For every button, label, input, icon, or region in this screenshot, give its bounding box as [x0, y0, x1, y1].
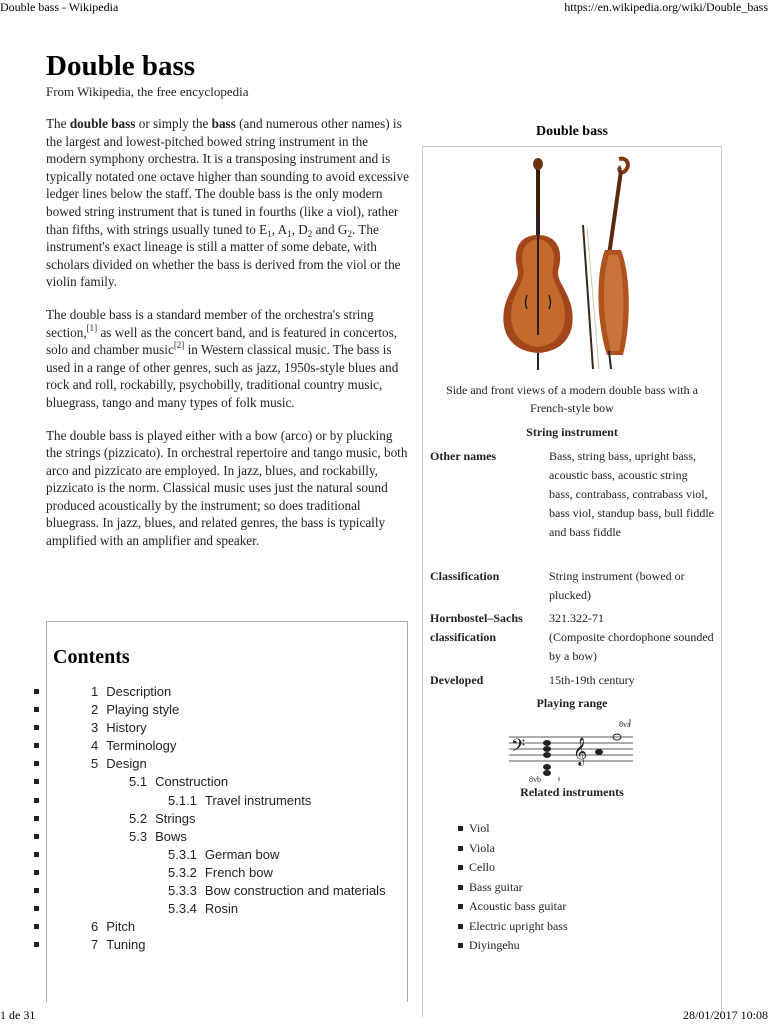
toc-item[interactable]: 5 Design — [47, 755, 407, 773]
infobox-row-label[interactable]: Hornbostel–Sachs classification — [430, 611, 523, 644]
infobox-section-header: Related instruments — [520, 785, 624, 799]
page-url[interactable]: https://en.wikipedia.org/wiki/Double_bass — [564, 0, 768, 14]
page-subtitle: From Wikipedia, the free encyclopedia — [46, 84, 249, 99]
infobox-row-label: Other names — [430, 449, 497, 463]
table-of-contents — [46, 621, 408, 1002]
reference-link[interactable]: [2] — [173, 340, 185, 351]
paragraph-2: The double bass is a standard member of the orchestra's string section,[1] as well as the concert band, and is featured in concertos, solo and chamber music[2] in Western classical music. The bass is used in a range of other genres, such as jazz, 1950s-style blues and rock and roll, rockabilly, psychobilly, traditional country music, bluegrass, tango and many types of folk music. — [46, 306, 399, 410]
toc-item[interactable]: 5.2 Strings — [47, 810, 407, 828]
related-instrument-link[interactable]: Diyingehu — [469, 936, 568, 956]
infobox-row-value: String instrument (bowed or plucked) — [549, 569, 685, 602]
infobox — [422, 146, 722, 1017]
infobox-row-label: Developed — [430, 673, 484, 687]
toc-item[interactable]: 5.1 Construction — [47, 773, 407, 791]
toc-item[interactable]: 5.3.2 French bow — [47, 864, 407, 882]
toc-item[interactable]: 3 History — [47, 719, 407, 737]
infobox-section-header[interactable]: String instrument — [526, 425, 618, 439]
infobox-row-label: Classification — [430, 569, 500, 583]
svg-text:𝄢: 𝄢 — [511, 736, 526, 761]
paragraph-3: The double bass is played either with a bow (arco) or by plucking the strings (pizzicato). In orchestral repertoire and tango music, both arco and pizzicato are employed. In jazz, blues, and rockabilly, pizzicato is the norm. Classical music uses just the natural sound produced acoustically by the instrument; so does traditional bluegrass. In jazz, blues, and related genres, the bass is typically amplified with an amplifier and speaker. — [46, 427, 408, 549]
toc-item[interactable]: 5.3.4 Rosin — [47, 900, 407, 918]
infobox-caption: Side and front views of a modern double bass with a French-style bow — [446, 383, 698, 415]
related-instrument-link[interactable]: Viola — [469, 839, 568, 859]
reference-link[interactable]: [1] — [86, 322, 98, 333]
range-octave-up: 8va — [619, 720, 631, 729]
page-title: Double bass — [46, 50, 196, 82]
infobox-row-value: Bass, string bass, upright bass, acoustic bass, acoustic string bass, contrabass, contrabass viol, bass viol, standup bass, bull fiddle and bass fiddle — [549, 449, 714, 539]
double-bass-image[interactable] — [491, 155, 659, 377]
paragraph-1: The double bass or simply the bass (and numerous other names) is the largest and lowest-pitched bowed string instrument in the modern symphony orchestra. It is a transposing instrument and is typically notated one octave higher than sounding to avoid excessive ledger lines below the staff. The double bass is the only modern bowed string instrument that is tuned in fourths (like a viol), rather than fifths, with strings usually tuned to $E_1$, $A_1$, $D_2$ and $G_2$. The instrument's exact lineage is still a matter of some debate, with scholars divided on whether the bass is derived from the viol or the violin family. — [46, 116, 409, 290]
playing-range-notation — [509, 715, 635, 783]
toc-item[interactable]: 7 Tuning — [47, 936, 407, 954]
svg-text:𝄞: 𝄞 — [573, 737, 588, 765]
toc-item[interactable]: 1 Description — [47, 683, 407, 701]
infobox-row-value: 15th-19th century — [549, 673, 635, 687]
toc-item[interactable]: 5.3.1 German bow — [47, 846, 407, 864]
toc-item[interactable]: 5.1.1 Travel instruments — [47, 792, 407, 810]
related-instrument-link[interactable]: Acoustic bass guitar — [469, 897, 568, 917]
toc-item[interactable]: 6 Pitch — [47, 918, 407, 936]
toc-item[interactable]: 5.3.3 Bow construction and materials — [47, 882, 407, 900]
related-instrument-link[interactable]: Cello — [469, 858, 568, 878]
infobox-section-header: Playing range — [536, 696, 608, 710]
related-instrument-link[interactable]: Electric upright bass — [469, 917, 568, 937]
article-body — [46, 115, 410, 565]
related-instrument-link[interactable]: Viol — [469, 819, 568, 839]
toc-heading: Contents — [53, 646, 130, 668]
toc-item[interactable]: 4 Terminology — [47, 737, 407, 755]
browser-tab-title: Double bass - Wikipedia — [0, 0, 119, 14]
toc-item[interactable]: 5.3 Bows — [47, 828, 407, 846]
related-instrument-link[interactable]: Bass guitar — [469, 878, 568, 898]
toc-item[interactable]: 2 Playing style — [47, 701, 407, 719]
print-date: 28/01/2017 10:08 — [682, 1008, 768, 1022]
infobox-title: Double bass — [536, 124, 608, 139]
page-counter: 1 de 31 — [0, 1008, 36, 1022]
related-instruments-list — [469, 819, 568, 956]
range-octave-down: 8vb — [529, 775, 541, 783]
infobox-row-value: 321.322-71 (Composite chordophone sounded by a bow) — [549, 611, 714, 663]
